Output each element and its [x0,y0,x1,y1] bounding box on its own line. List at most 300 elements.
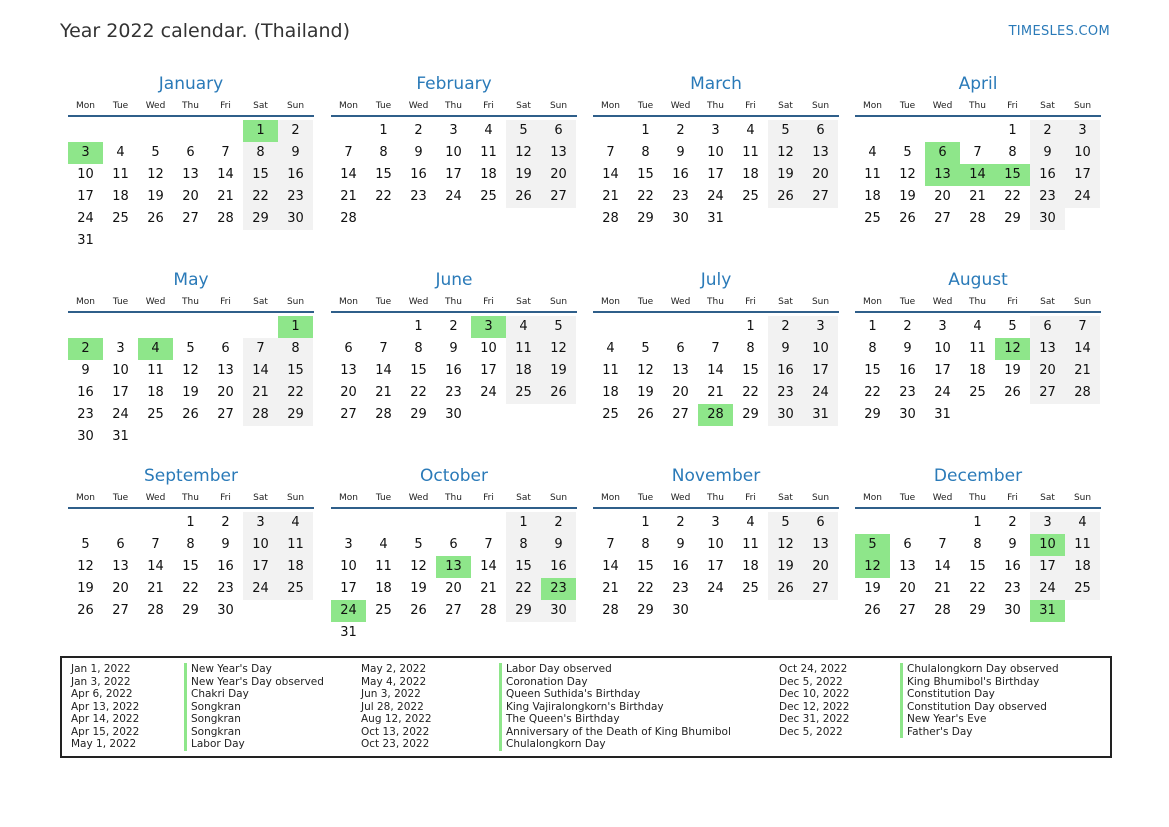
day-cell[interactable]: 15 [375,167,392,182]
holiday-day-cell[interactable]: 15 [995,164,1030,186]
day-cell[interactable]: 11 [278,534,313,556]
day-cell[interactable]: 4 [868,145,877,160]
day-cell[interactable]: 4 [973,319,982,334]
day-cell[interactable]: 24 [77,211,94,226]
day-cell[interactable]: 3 [938,319,947,334]
day-cell[interactable]: 10 [243,534,278,556]
day-cell[interactable]: 27 [1030,382,1065,404]
day-cell[interactable]: 4 [379,537,388,552]
day-cell[interactable]: 2 [903,319,912,334]
day-cell[interactable]: 22 [742,385,759,400]
day-cell[interactable]: 17 [1030,556,1065,578]
day-cell[interactable]: 7 [379,341,388,356]
day-cell[interactable]: 20 [934,189,951,204]
day-cell[interactable]: 29 [637,211,654,226]
day-cell[interactable]: 6 [541,120,576,142]
day-cell[interactable]: 25 [1065,578,1100,600]
day-cell[interactable]: 17 [480,363,497,378]
day-cell[interactable]: 11 [147,363,164,378]
day-cell[interactable]: 6 [449,537,458,552]
day-cell[interactable]: 15 [243,164,278,186]
day-cell[interactable]: 13 [803,534,838,556]
day-cell[interactable]: 3 [803,316,838,338]
day-cell[interactable]: 7 [938,537,947,552]
day-cell[interactable]: 17 [77,189,94,204]
day-cell[interactable]: 1 [868,319,877,334]
day-cell[interactable]: 17 [340,581,357,596]
day-cell[interactable]: 22 [864,385,881,400]
day-cell[interactable]: 17 [934,363,951,378]
day-cell[interactable]: 29 [637,603,654,618]
day-cell[interactable]: 23 [768,382,803,404]
day-cell[interactable]: 6 [221,341,230,356]
day-cell[interactable]: 21 [375,385,392,400]
day-cell[interactable]: 14 [217,167,234,182]
day-cell[interactable]: 31 [803,404,838,426]
day-cell[interactable]: 19 [768,556,803,578]
day-cell[interactable]: 30 [672,603,689,618]
day-cell[interactable]: 2 [414,123,423,138]
holiday-day-cell[interactable]: 31 [1030,600,1065,622]
day-cell[interactable]: 30 [768,404,803,426]
day-cell[interactable]: 21 [147,581,164,596]
day-cell[interactable]: 14 [602,559,619,574]
day-cell[interactable]: 18 [742,559,759,574]
day-cell[interactable]: 22 [278,382,313,404]
day-cell[interactable]: 6 [676,341,685,356]
day-cell[interactable]: 25 [112,211,129,226]
day-cell[interactable]: 17 [112,385,129,400]
day-cell[interactable]: 14 [602,167,619,182]
day-cell[interactable]: 16 [899,363,916,378]
day-cell[interactable]: 9 [278,142,313,164]
day-cell[interactable]: 5 [81,537,90,552]
day-cell[interactable]: 2 [676,123,685,138]
day-cell[interactable]: 16 [672,167,689,182]
day-cell[interactable]: 21 [934,581,951,596]
day-cell[interactable]: 27 [217,407,234,422]
day-cell[interactable]: 17 [243,556,278,578]
day-cell[interactable]: 8 [868,341,877,356]
holiday-day-cell[interactable]: 12 [855,556,890,578]
day-cell[interactable]: 1 [641,123,650,138]
day-cell[interactable]: 3 [243,512,278,534]
day-cell[interactable]: 11 [602,363,619,378]
day-cell[interactable]: 24 [934,385,951,400]
day-cell[interactable]: 9 [1030,142,1065,164]
day-cell[interactable]: 7 [221,145,230,160]
day-cell[interactable]: 9 [768,338,803,360]
day-cell[interactable]: 28 [340,211,357,226]
day-cell[interactable]: 22 [243,186,278,208]
day-cell[interactable]: 14 [147,559,164,574]
day-cell[interactable]: 19 [506,164,541,186]
day-cell[interactable]: 8 [379,145,388,160]
day-cell[interactable]: 8 [414,341,423,356]
day-cell[interactable]: 8 [506,534,541,556]
day-cell[interactable]: 16 [672,559,689,574]
day-cell[interactable]: 13 [672,363,689,378]
day-cell[interactable]: 20 [112,581,129,596]
day-cell[interactable]: 9 [541,534,576,556]
day-cell[interactable]: 11 [1065,534,1100,556]
day-cell[interactable]: 24 [445,189,462,204]
day-cell[interactable]: 28 [934,603,951,618]
day-cell[interactable]: 19 [182,385,199,400]
day-cell[interactable]: 26 [77,603,94,618]
day-cell[interactable]: 5 [541,316,576,338]
day-cell[interactable]: 8 [1008,145,1017,160]
day-cell[interactable]: 12 [77,559,94,574]
day-cell[interactable]: 25 [864,211,881,226]
day-cell[interactable]: 28 [147,603,164,618]
day-cell[interactable]: 15 [637,167,654,182]
day-cell[interactable]: 29 [742,407,759,422]
day-cell[interactable]: 31 [934,407,951,422]
day-cell[interactable]: 19 [768,164,803,186]
holiday-day-cell[interactable]: 3 [68,142,103,164]
day-cell[interactable]: 3 [449,123,458,138]
day-cell[interactable]: 27 [541,186,576,208]
day-cell[interactable]: 28 [969,211,986,226]
day-cell[interactable]: 27 [803,186,838,208]
day-cell[interactable]: 15 [864,363,881,378]
day-cell[interactable]: 15 [742,363,759,378]
day-cell[interactable]: 19 [77,581,94,596]
day-cell[interactable]: 10 [934,341,951,356]
day-cell[interactable]: 18 [147,385,164,400]
holiday-day-cell[interactable]: 10 [1030,534,1065,556]
day-cell[interactable]: 29 [243,208,278,230]
day-cell[interactable]: 30 [77,429,94,444]
day-cell[interactable]: 16 [278,164,313,186]
day-cell[interactable]: 20 [182,189,199,204]
day-cell[interactable]: 24 [243,578,278,600]
day-cell[interactable]: 30 [217,603,234,618]
day-cell[interactable]: 26 [182,407,199,422]
day-cell[interactable]: 20 [1030,360,1065,382]
day-cell[interactable]: 15 [637,559,654,574]
holiday-day-cell[interactable]: 28 [698,404,733,426]
day-cell[interactable]: 20 [899,581,916,596]
day-cell[interactable]: 16 [1004,559,1021,574]
day-cell[interactable]: 11 [742,145,759,160]
day-cell[interactable]: 7 [973,145,982,160]
day-cell[interactable]: 23 [1004,581,1021,596]
day-cell[interactable]: 26 [147,211,164,226]
day-cell[interactable]: 27 [934,211,951,226]
day-cell[interactable]: 6 [803,120,838,142]
day-cell[interactable]: 19 [410,581,427,596]
day-cell[interactable]: 27 [672,407,689,422]
day-cell[interactable]: 29 [506,600,541,622]
day-cell[interactable]: 21 [602,581,619,596]
day-cell[interactable]: 18 [1065,556,1100,578]
day-cell[interactable]: 28 [480,603,497,618]
day-cell[interactable]: 10 [112,363,129,378]
day-cell[interactable]: 7 [711,341,720,356]
day-cell[interactable]: 11 [506,338,541,360]
day-cell[interactable]: 28 [602,211,619,226]
day-cell[interactable]: 26 [541,382,576,404]
day-cell[interactable]: 27 [112,603,129,618]
day-cell[interactable]: 6 [116,537,125,552]
day-cell[interactable]: 13 [217,363,234,378]
day-cell[interactable]: 10 [445,145,462,160]
day-cell[interactable]: 11 [742,537,759,552]
day-cell[interactable]: 14 [707,363,724,378]
day-cell[interactable]: 1 [973,515,982,530]
day-cell[interactable]: 21 [217,189,234,204]
day-cell[interactable]: 11 [969,341,986,356]
day-cell[interactable]: 21 [602,189,619,204]
day-cell[interactable]: 24 [112,407,129,422]
day-cell[interactable]: 27 [445,603,462,618]
day-cell[interactable]: 9 [81,363,90,378]
day-cell[interactable]: 29 [969,603,986,618]
day-cell[interactable]: 11 [864,167,881,182]
day-cell[interactable]: 17 [1065,164,1100,186]
day-cell[interactable]: 10 [707,537,724,552]
day-cell[interactable]: 26 [410,603,427,618]
day-cell[interactable]: 18 [278,556,313,578]
day-cell[interactable]: 12 [147,167,164,182]
day-cell[interactable]: 21 [243,382,278,404]
day-cell[interactable]: 7 [151,537,160,552]
day-cell[interactable]: 30 [672,211,689,226]
day-cell[interactable]: 18 [112,189,129,204]
day-cell[interactable]: 21 [969,189,986,204]
day-cell[interactable]: 19 [1004,363,1021,378]
day-cell[interactable]: 31 [707,211,724,226]
day-cell[interactable]: 4 [746,515,755,530]
day-cell[interactable]: 11 [480,145,497,160]
holiday-day-cell[interactable]: 13 [925,164,960,186]
day-cell[interactable]: 22 [375,189,392,204]
day-cell[interactable]: 28 [243,404,278,426]
day-cell[interactable]: 16 [77,385,94,400]
holiday-day-cell[interactable]: 23 [541,578,576,600]
day-cell[interactable]: 13 [340,363,357,378]
day-cell[interactable]: 23 [77,407,94,422]
day-cell[interactable]: 18 [506,360,541,382]
day-cell[interactable]: 26 [864,603,881,618]
day-cell[interactable]: 16 [217,559,234,574]
day-cell[interactable]: 27 [803,578,838,600]
day-cell[interactable]: 3 [1030,512,1065,534]
day-cell[interactable]: 5 [641,341,650,356]
day-cell[interactable]: 1 [1008,123,1017,138]
day-cell[interactable]: 25 [969,385,986,400]
day-cell[interactable]: 14 [340,167,357,182]
day-cell[interactable]: 1 [641,515,650,530]
day-cell[interactable]: 25 [278,578,313,600]
day-cell[interactable]: 12 [768,142,803,164]
day-cell[interactable]: 5 [903,145,912,160]
day-cell[interactable]: 20 [340,385,357,400]
day-cell[interactable]: 12 [637,363,654,378]
day-cell[interactable]: 30 [899,407,916,422]
day-cell[interactable]: 23 [278,186,313,208]
day-cell[interactable]: 14 [480,559,497,574]
day-cell[interactable]: 27 [182,211,199,226]
day-cell[interactable]: 26 [637,407,654,422]
day-cell[interactable]: 19 [864,581,881,596]
day-cell[interactable]: 13 [899,559,916,574]
day-cell[interactable]: 3 [711,515,720,530]
day-cell[interactable]: 7 [606,537,615,552]
day-cell[interactable]: 5 [414,537,423,552]
day-cell[interactable]: 25 [147,407,164,422]
holiday-day-cell[interactable]: 24 [331,600,366,622]
day-cell[interactable]: 15 [506,556,541,578]
day-cell[interactable]: 24 [1030,578,1065,600]
day-cell[interactable]: 22 [637,581,654,596]
day-cell[interactable]: 29 [182,603,199,618]
holiday-day-cell[interactable]: 1 [243,120,278,142]
day-cell[interactable]: 30 [445,407,462,422]
day-cell[interactable]: 8 [641,537,650,552]
day-cell[interactable]: 23 [899,385,916,400]
day-cell[interactable]: 20 [541,164,576,186]
holiday-day-cell[interactable]: 5 [855,534,890,556]
day-cell[interactable]: 15 [182,559,199,574]
day-cell[interactable]: 1 [506,512,541,534]
day-cell[interactable]: 22 [969,581,986,596]
day-cell[interactable]: 14 [375,363,392,378]
day-cell[interactable]: 27 [899,603,916,618]
day-cell[interactable]: 7 [606,145,615,160]
day-cell[interactable]: 16 [541,556,576,578]
holiday-day-cell[interactable]: 3 [471,316,506,338]
day-cell[interactable]: 30 [541,600,576,622]
day-cell[interactable]: 2 [676,515,685,530]
day-cell[interactable]: 5 [186,341,195,356]
day-cell[interactable]: 26 [899,211,916,226]
day-cell[interactable]: 10 [340,559,357,574]
day-cell[interactable]: 29 [278,404,313,426]
day-cell[interactable]: 23 [1030,186,1065,208]
day-cell[interactable]: 30 [1030,208,1065,230]
day-cell[interactable]: 15 [969,559,986,574]
day-cell[interactable]: 13 [1030,338,1065,360]
day-cell[interactable]: 1 [746,319,755,334]
day-cell[interactable]: 19 [147,189,164,204]
day-cell[interactable]: 31 [112,429,129,444]
day-cell[interactable]: 8 [973,537,982,552]
day-cell[interactable]: 1 [414,319,423,334]
day-cell[interactable]: 11 [112,167,129,182]
day-cell[interactable]: 19 [541,360,576,382]
day-cell[interactable]: 1 [379,123,388,138]
day-cell[interactable]: 6 [803,512,838,534]
day-cell[interactable]: 18 [375,581,392,596]
day-cell[interactable]: 5 [768,512,803,534]
day-cell[interactable]: 4 [606,341,615,356]
day-cell[interactable]: 2 [449,319,458,334]
day-cell[interactable]: 31 [340,625,357,640]
day-cell[interactable]: 9 [903,341,912,356]
day-cell[interactable]: 8 [641,145,650,160]
day-cell[interactable]: 8 [243,142,278,164]
day-cell[interactable]: 9 [414,145,423,160]
day-cell[interactable]: 2 [1008,515,1017,530]
day-cell[interactable]: 18 [742,167,759,182]
day-cell[interactable]: 15 [410,363,427,378]
day-cell[interactable]: 3 [711,123,720,138]
day-cell[interactable]: 29 [864,407,881,422]
day-cell[interactable]: 6 [344,341,353,356]
day-cell[interactable]: 24 [707,581,724,596]
day-cell[interactable]: 23 [217,581,234,596]
day-cell[interactable]: 24 [480,385,497,400]
day-cell[interactable]: 26 [768,578,803,600]
day-cell[interactable]: 16 [445,363,462,378]
day-cell[interactable]: 21 [1065,360,1100,382]
day-cell[interactable]: 22 [637,189,654,204]
day-cell[interactable]: 18 [602,385,619,400]
day-cell[interactable]: 16 [1030,164,1065,186]
day-cell[interactable]: 17 [707,167,724,182]
day-cell[interactable]: 7 [484,537,493,552]
day-cell[interactable]: 2 [221,515,230,530]
day-cell[interactable]: 2 [278,120,313,142]
day-cell[interactable]: 23 [672,581,689,596]
day-cell[interactable]: 5 [1008,319,1017,334]
day-cell[interactable]: 18 [480,167,497,182]
day-cell[interactable]: 13 [182,167,199,182]
day-cell[interactable]: 9 [676,537,685,552]
holiday-day-cell[interactable]: 4 [138,338,173,360]
day-cell[interactable]: 27 [340,407,357,422]
holiday-day-cell[interactable]: 2 [68,338,103,360]
day-cell[interactable]: 10 [1065,142,1100,164]
day-cell[interactable]: 28 [1065,382,1100,404]
day-cell[interactable]: 12 [410,559,427,574]
day-cell[interactable]: 20 [803,556,838,578]
day-cell[interactable]: 20 [672,385,689,400]
holiday-day-cell[interactable]: 13 [436,556,471,578]
day-cell[interactable]: 29 [1004,211,1021,226]
day-cell[interactable]: 7 [344,145,353,160]
day-cell[interactable]: 21 [480,581,497,596]
day-cell[interactable]: 12 [899,167,916,182]
day-cell[interactable]: 22 [506,578,541,600]
day-cell[interactable]: 20 [803,164,838,186]
day-cell[interactable]: 17 [803,360,838,382]
day-cell[interactable]: 14 [243,360,278,382]
holiday-day-cell[interactable]: 1 [278,316,313,338]
day-cell[interactable]: 9 [676,145,685,160]
day-cell[interactable]: 10 [803,338,838,360]
day-cell[interactable]: 26 [506,186,541,208]
day-cell[interactable]: 9 [221,537,230,552]
day-cell[interactable]: 18 [864,189,881,204]
day-cell[interactable]: 1 [186,515,195,530]
day-cell[interactable]: 9 [1008,537,1017,552]
day-cell[interactable]: 8 [278,338,313,360]
day-cell[interactable]: 13 [803,142,838,164]
day-cell[interactable]: 15 [278,360,313,382]
day-cell[interactable]: 28 [375,407,392,422]
day-cell[interactable]: 25 [602,407,619,422]
day-cell[interactable]: 21 [340,189,357,204]
day-cell[interactable]: 14 [934,559,951,574]
day-cell[interactable]: 20 [445,581,462,596]
day-cell[interactable]: 10 [480,341,497,356]
day-cell[interactable]: 12 [541,338,576,360]
day-cell[interactable]: 16 [768,360,803,382]
